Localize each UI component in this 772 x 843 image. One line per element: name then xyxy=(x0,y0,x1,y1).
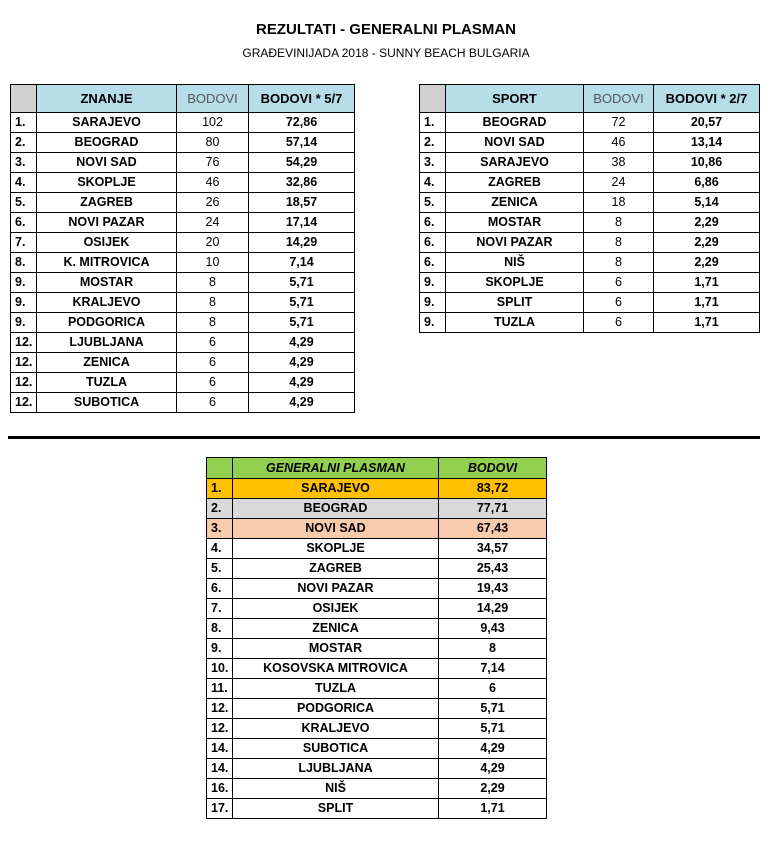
team-name-cell: KRALJEVO xyxy=(37,293,177,313)
team-name-cell: SKOPLJE xyxy=(446,273,584,293)
team-name-cell: BEOGRAD xyxy=(233,499,439,519)
table-row xyxy=(207,559,547,579)
rank-cell: 5. xyxy=(207,559,233,579)
table-header-row xyxy=(11,85,355,113)
rank-cell: 12. xyxy=(11,393,37,413)
rank-cell: 6. xyxy=(420,213,446,233)
team-name-cell: NOVI PAZAR xyxy=(233,579,439,599)
rank-cell: 4. xyxy=(207,539,233,559)
weighted-points-cell: 2,29 xyxy=(654,213,760,233)
table-header-row xyxy=(207,458,547,479)
column-header-generalni-plasman: GENERALNI PLASMAN xyxy=(233,458,439,479)
rank-cell: 8. xyxy=(11,253,37,273)
table-row xyxy=(11,193,355,213)
team-name-cell: ZAGREB xyxy=(446,173,584,193)
table-row xyxy=(207,659,547,679)
table-row xyxy=(207,539,547,559)
weighted-points-cell: 18,57 xyxy=(249,193,355,213)
points-cell: 6 xyxy=(177,353,249,373)
weighted-points-cell: 17,14 xyxy=(249,213,355,233)
rank-cell: 9. xyxy=(11,293,37,313)
points-cell: 6 xyxy=(584,313,654,333)
total-points-cell: 14,29 xyxy=(439,599,547,619)
table-row-bronze xyxy=(207,519,547,539)
points-cell: 80 xyxy=(177,133,249,153)
points-cell: 18 xyxy=(584,193,654,213)
rank-cell: 6. xyxy=(420,233,446,253)
points-cell: 6 xyxy=(177,393,249,413)
team-name-cell: ZENICA xyxy=(233,619,439,639)
column-header-weighted: BODOVI * 5/7 xyxy=(249,85,355,113)
points-cell: 24 xyxy=(584,173,654,193)
points-cell: 8 xyxy=(177,293,249,313)
column-header-bodovi: BODOVI xyxy=(439,458,547,479)
rank-cell: 9. xyxy=(11,273,37,293)
rank-cell: 7. xyxy=(11,233,37,253)
team-name-cell: ZAGREB xyxy=(233,559,439,579)
team-name-cell: MOSTAR xyxy=(446,213,584,233)
table-row xyxy=(207,779,547,799)
rank-cell: 14. xyxy=(207,739,233,759)
weighted-points-cell: 14,29 xyxy=(249,233,355,253)
table-row xyxy=(420,193,760,213)
table-row xyxy=(207,579,547,599)
rank-cell: 11. xyxy=(207,679,233,699)
team-name-cell: ZENICA xyxy=(37,353,177,373)
table-row xyxy=(207,679,547,699)
weighted-points-cell: 5,71 xyxy=(249,313,355,333)
column-header-bodovi: BODOVI xyxy=(584,85,654,113)
team-name-cell: SARAJEVO xyxy=(37,113,177,133)
rank-cell: 1. xyxy=(207,479,233,499)
rank-cell: 12. xyxy=(11,333,37,353)
table-header-row xyxy=(420,85,760,113)
team-name-cell: BEOGRAD xyxy=(446,113,584,133)
points-cell: 10 xyxy=(177,253,249,273)
team-name-cell: TUZLA xyxy=(233,679,439,699)
total-points-cell: 8 xyxy=(439,639,547,659)
total-points-cell: 77,71 xyxy=(439,499,547,519)
team-name-cell: NOVI SAD xyxy=(446,133,584,153)
rank-cell: 9. xyxy=(420,293,446,313)
table-row xyxy=(11,353,355,373)
total-points-cell: 7,14 xyxy=(439,659,547,679)
points-cell: 26 xyxy=(177,193,249,213)
team-name-cell: SKOPLJE xyxy=(233,539,439,559)
weighted-points-cell: 5,14 xyxy=(654,193,760,213)
table-row-gold xyxy=(207,479,547,499)
points-cell: 6 xyxy=(584,273,654,293)
table-row xyxy=(11,253,355,273)
points-cell: 8 xyxy=(584,233,654,253)
team-name-cell: MOSTAR xyxy=(37,273,177,293)
team-name-cell: PODGORICA xyxy=(233,699,439,719)
total-points-cell: 6 xyxy=(439,679,547,699)
rank-cell: 1. xyxy=(420,113,446,133)
total-points-cell: 19,43 xyxy=(439,579,547,599)
table-row xyxy=(11,313,355,333)
points-cell: 72 xyxy=(584,113,654,133)
table-row xyxy=(207,759,547,779)
table-row xyxy=(420,213,760,233)
team-name-cell: MOSTAR xyxy=(233,639,439,659)
team-name-cell: SUBOTICA xyxy=(233,739,439,759)
rank-cell: 2. xyxy=(420,133,446,153)
column-header-znanje: ZNANJE xyxy=(37,85,177,113)
team-name-cell: BEOGRAD xyxy=(37,133,177,153)
weighted-points-cell: 4,29 xyxy=(249,393,355,413)
weighted-points-cell: 32,86 xyxy=(249,173,355,193)
table-row xyxy=(11,113,355,133)
total-points-cell: 83,72 xyxy=(439,479,547,499)
total-points-cell: 25,43 xyxy=(439,559,547,579)
rank-header xyxy=(207,458,233,479)
sport-table xyxy=(419,84,760,333)
points-cell: 76 xyxy=(177,153,249,173)
total-points-cell: 67,43 xyxy=(439,519,547,539)
table-row xyxy=(420,233,760,253)
team-name-cell: NIŠ xyxy=(233,779,439,799)
rank-cell: 9. xyxy=(207,639,233,659)
rank-cell: 16. xyxy=(207,779,233,799)
weighted-points-cell: 57,14 xyxy=(249,133,355,153)
rank-cell: 5. xyxy=(11,193,37,213)
points-cell: 6 xyxy=(177,333,249,353)
team-name-cell: KOSOVSKA MITROVICA xyxy=(233,659,439,679)
column-header-bodovi: BODOVI xyxy=(177,85,249,113)
table-row xyxy=(420,313,760,333)
points-cell: 8 xyxy=(177,273,249,293)
table-row xyxy=(207,739,547,759)
table-row xyxy=(11,173,355,193)
rank-cell: 14. xyxy=(207,759,233,779)
points-cell: 46 xyxy=(584,133,654,153)
rank-cell: 9. xyxy=(420,313,446,333)
total-points-cell: 4,29 xyxy=(439,739,547,759)
column-header-weighted: BODOVI * 2/7 xyxy=(654,85,760,113)
rank-cell: 6. xyxy=(420,253,446,273)
total-points-cell: 2,29 xyxy=(439,779,547,799)
points-cell: 24 xyxy=(177,213,249,233)
team-name-cell: NOVI PAZAR xyxy=(37,213,177,233)
page-title: REZULTATI - GENERALNI PLASMAN xyxy=(256,21,516,38)
rank-cell: 7. xyxy=(207,599,233,619)
rank-cell: 3. xyxy=(207,519,233,539)
table-row xyxy=(11,133,355,153)
table-row xyxy=(11,393,355,413)
table-row xyxy=(207,719,547,739)
total-points-cell: 34,57 xyxy=(439,539,547,559)
weighted-points-cell: 20,57 xyxy=(654,113,760,133)
team-name-cell: TUZLA xyxy=(446,313,584,333)
table-row xyxy=(11,213,355,233)
weighted-points-cell: 2,29 xyxy=(654,233,760,253)
rank-cell: 2. xyxy=(11,133,37,153)
team-name-cell: SARAJEVO xyxy=(233,479,439,499)
team-name-cell: ZAGREB xyxy=(37,193,177,213)
rank-cell: 9. xyxy=(11,313,37,333)
table-row xyxy=(420,273,760,293)
section-divider xyxy=(8,436,760,439)
weighted-points-cell: 5,71 xyxy=(249,273,355,293)
rank-cell: 5. xyxy=(420,193,446,213)
table-row xyxy=(11,273,355,293)
team-name-cell: OSIJEK xyxy=(233,599,439,619)
rank-cell: 12. xyxy=(207,699,233,719)
weighted-points-cell: 13,14 xyxy=(654,133,760,153)
total-points-cell: 4,29 xyxy=(439,759,547,779)
column-header-sport: SPORT xyxy=(446,85,584,113)
total-points-cell: 9,43 xyxy=(439,619,547,639)
page-subtitle: GRAĐEVINIJADA 2018 - SUNNY BEACH BULGARIA xyxy=(242,46,530,60)
table-row xyxy=(11,373,355,393)
points-cell: 8 xyxy=(177,313,249,333)
rank-cell: 12. xyxy=(11,353,37,373)
team-name-cell: PODGORICA xyxy=(37,313,177,333)
rank-cell: 3. xyxy=(11,153,37,173)
points-cell: 20 xyxy=(177,233,249,253)
znanje-table xyxy=(10,84,355,413)
team-name-cell: KRALJEVO xyxy=(233,719,439,739)
weighted-points-cell: 4,29 xyxy=(249,333,355,353)
team-name-cell: ZENICA xyxy=(446,193,584,213)
weighted-points-cell: 4,29 xyxy=(249,373,355,393)
team-name-cell: OSIJEK xyxy=(37,233,177,253)
total-points-cell: 1,71 xyxy=(439,799,547,819)
weighted-points-cell: 2,29 xyxy=(654,253,760,273)
points-cell: 102 xyxy=(177,113,249,133)
table-row xyxy=(11,153,355,173)
team-name-cell: LJUBLJANA xyxy=(37,333,177,353)
weighted-points-cell: 1,71 xyxy=(654,293,760,313)
rank-cell: 8. xyxy=(207,619,233,639)
team-name-cell: SKOPLJE xyxy=(37,173,177,193)
rank-cell: 2. xyxy=(207,499,233,519)
weighted-points-cell: 1,71 xyxy=(654,273,760,293)
points-cell: 6 xyxy=(177,373,249,393)
weighted-points-cell: 1,71 xyxy=(654,313,760,333)
table-row xyxy=(11,293,355,313)
total-points-cell: 5,71 xyxy=(439,699,547,719)
points-cell: 8 xyxy=(584,213,654,233)
points-cell: 38 xyxy=(584,153,654,173)
rank-cell: 9. xyxy=(420,273,446,293)
table-row xyxy=(207,799,547,819)
weighted-points-cell: 4,29 xyxy=(249,353,355,373)
rank-header xyxy=(11,85,37,113)
points-cell: 46 xyxy=(177,173,249,193)
table-row xyxy=(420,153,760,173)
team-name-cell: SPLIT xyxy=(446,293,584,313)
rank-cell: 17. xyxy=(207,799,233,819)
rank-cell: 10. xyxy=(207,659,233,679)
team-name-cell: K. MITROVICA xyxy=(37,253,177,273)
weighted-points-cell: 5,71 xyxy=(249,293,355,313)
weighted-points-cell: 54,29 xyxy=(249,153,355,173)
rank-cell: 12. xyxy=(11,373,37,393)
rank-cell: 1. xyxy=(11,113,37,133)
points-cell: 6 xyxy=(584,293,654,313)
team-name-cell: TUZLA xyxy=(37,373,177,393)
team-name-cell: LJUBLJANA xyxy=(233,759,439,779)
table-row xyxy=(11,333,355,353)
team-name-cell: NOVI PAZAR xyxy=(446,233,584,253)
weighted-points-cell: 7,14 xyxy=(249,253,355,273)
table-row xyxy=(207,639,547,659)
rank-cell: 6. xyxy=(11,213,37,233)
team-name-cell: SPLIT xyxy=(233,799,439,819)
rank-cell: 3. xyxy=(420,153,446,173)
general-ranking-table xyxy=(206,457,547,819)
team-name-cell: SUBOTICA xyxy=(37,393,177,413)
table-row xyxy=(207,599,547,619)
team-name-cell: NIŠ xyxy=(446,253,584,273)
team-name-cell: SARAJEVO xyxy=(446,153,584,173)
rank-cell: 4. xyxy=(11,173,37,193)
table-row-silver xyxy=(207,499,547,519)
team-name-cell: NOVI SAD xyxy=(233,519,439,539)
table-row xyxy=(420,133,760,153)
table-row xyxy=(207,699,547,719)
rank-cell: 4. xyxy=(420,173,446,193)
table-row xyxy=(207,619,547,639)
table-row xyxy=(420,173,760,193)
rank-header xyxy=(420,85,446,113)
team-name-cell: NOVI SAD xyxy=(37,153,177,173)
weighted-points-cell: 6,86 xyxy=(654,173,760,193)
weighted-points-cell: 72,86 xyxy=(249,113,355,133)
rank-cell: 12. xyxy=(207,719,233,739)
weighted-points-cell: 10,86 xyxy=(654,153,760,173)
total-points-cell: 5,71 xyxy=(439,719,547,739)
points-cell: 8 xyxy=(584,253,654,273)
table-row xyxy=(11,233,355,253)
rank-cell: 6. xyxy=(207,579,233,599)
table-row xyxy=(420,293,760,313)
table-row xyxy=(420,113,760,133)
table-row xyxy=(420,253,760,273)
